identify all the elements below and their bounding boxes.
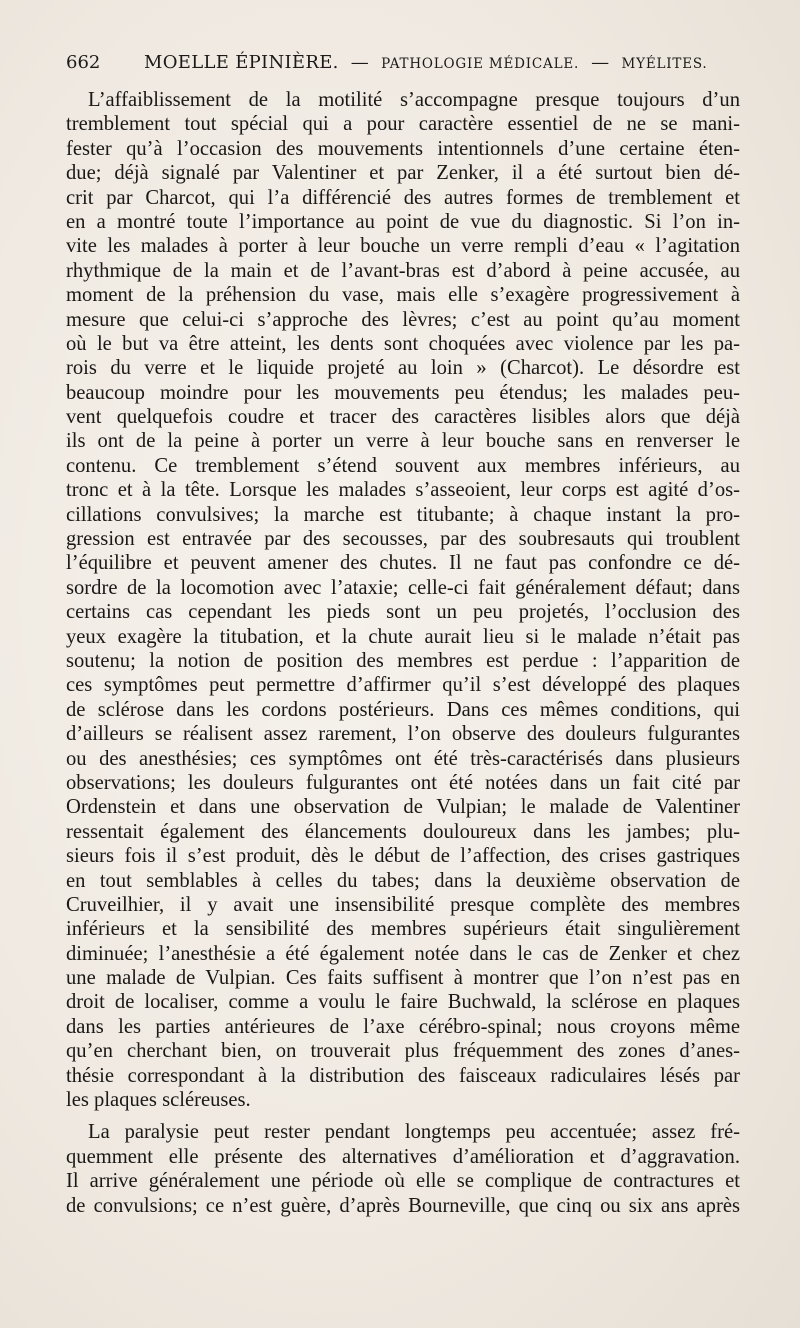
text-line: contenu. Ce tremblement s’étend souvent aux membres inférieurs, au [66, 454, 740, 477]
text-line: gression est entravée par des secousses, par des soubresauts qui troublent [66, 528, 740, 551]
text-line: observations; les douleurs fulgurantes ont été notées dans un fait cité par [66, 771, 740, 794]
text-line: où le but va être atteint, les dents sont choquées avec violence par les pa- [66, 332, 740, 355]
running-title [144, 52, 708, 73]
text-line: Ordenstein et dans une observation de Vulpian; le malade de Valentiner [66, 796, 740, 819]
paragraph [66, 88, 740, 1112]
text-line: l’équilibre et peuvent amener des chutes. Il ne faut pas confondre ce dé- [66, 552, 740, 575]
text-line: quemment elle présente des alternatives d’amélioration et d’aggravation. [66, 1145, 740, 1168]
text-line: tronc et à la tête. Lorsque les malades s’asseoient, leur corps est agité d’os- [66, 479, 740, 502]
text-line: crit par Charcot, qui l’a différencié des autres formes de tremblement et [66, 186, 740, 209]
page-number: 662 [66, 52, 101, 73]
text-line: due; déjà signalé par Valentiner et par Zenker, il a été surtout bien dé- [66, 162, 740, 185]
text-line: en tout semblables à celles du tabes; dans la deuxième observation de [66, 869, 740, 892]
running-header [66, 52, 740, 84]
header-section: PATHOLOGIE MÉDICALE. [381, 56, 580, 72]
text-line: droit de localiser, comme a voulu le faire Buchwald, la sclérose en plaques [66, 991, 740, 1014]
text-line: vent quelquefois coudre et tracer des caractères lisibles alors que déjà [66, 406, 740, 429]
text-line: qu’en cherchant bien, on trouverait plus fréquemment des zones d’anes- [66, 1040, 740, 1063]
body-text [66, 88, 740, 1218]
text-line: rhythmique de la main et de l’avant-bras est d’abord à peine accusée, au [66, 259, 740, 282]
text-line: Cruveilhier, il y avait une insensibilité presque complète des membres [66, 893, 740, 916]
text-line: mesure que celui-ci s’approche des lèvres; c’est au point qu’au moment [66, 308, 740, 331]
text-line: inférieurs et la sensibilité des membres supérieurs était singulièrement [66, 918, 740, 941]
text-line: yeux exagère la titubation, et la chute aurait lieu si le malade n’était pas [66, 625, 740, 648]
text-line: ils ont de la peine à porter un verre à leur bouche sans en renverser le [66, 430, 740, 453]
text-line: en a montré toute l’importance au point de vue du diagnostic. Si l’on in- [66, 210, 740, 233]
text-line: certains cas cependant les pieds sont un peu projetés, l’occlusion des [66, 601, 740, 624]
text-line: Il arrive généralement une période où elle se complique de contractures et [66, 1170, 740, 1193]
text-line: cillations convulsives; la marche est titubante; à chaque instant la pro- [66, 503, 740, 526]
text-line: soutenu; la notion de position des membres est perdue : l’apparition de [66, 649, 740, 672]
text-line: ou des anesthésies; ces symptômes ont été très-caractérisés dans plusieurs [66, 747, 740, 770]
text-line: La paralysie peut rester pendant longtemps peu accentuée; assez fré- [88, 1121, 740, 1144]
header-subsection: MYÉLITES. [621, 56, 708, 72]
text-line: fester qu’à l’occasion des mouvements intentionnels d’une certaine éten- [66, 137, 740, 160]
header-separator-1: — [350, 52, 370, 73]
text-line: beaucoup moindre pour les mouvements peu étendus; les malades peu- [66, 381, 740, 404]
text-line: ces symptômes peut permettre d’affirmer qu’il s’est développé des plaques [66, 674, 740, 697]
text-line: les plaques scléreuses. [66, 1089, 251, 1112]
text-line: de sclérose dans les cordons postérieurs. Dans ces mêmes conditions, qui [66, 698, 740, 721]
text-line: d’ailleurs se réalisent assez rarement, l’on observe des douleurs fulgurantes [66, 723, 740, 746]
text-line: une malade de Vulpian. Ces faits suffisent à montrer que l’on n’est pas en [66, 967, 740, 990]
text-line: sieurs fois il s’est produit, dès le début de l’affection, des crises gastriques [66, 845, 740, 868]
text-line: vite les malades à porter à leur bouche un verre rempli d’eau « l’agitation [66, 235, 740, 258]
text-line: diminuée; l’anesthésie a été également notée dans le cas de Zenker et chez [66, 942, 740, 965]
text-line: sordre de la locomotion avec l’ataxie; celle-ci fait généralement défaut; dans [66, 576, 740, 599]
text-line: de convulsions; ce n’est guère, d’après Bourneville, que cinq ou six ans après [66, 1194, 740, 1217]
text-line: L’affaiblissement de la motilité s’accompagne presque toujours d’un [88, 89, 740, 111]
paragraph [66, 1120, 740, 1218]
text-line: rois du verre et le liquide projeté au loin » (Charcot). Le désordre est [66, 357, 740, 380]
text-line: dans les parties antérieures de l’axe cérébro-spinal; nous croyons même [66, 1015, 740, 1038]
header-separator-2: — [591, 52, 610, 73]
text-line: thésie correspondant à la distribution des faisceaux radiculaires lésés par [66, 1064, 740, 1087]
text-line: ressentait également des élancements douloureux dans les jambes; plu- [66, 820, 740, 843]
text-line: tremblement tout spécial qui a pour caractère essentiel de ne se mani- [66, 113, 740, 136]
header-title-main: MOELLE ÉPINIÈRE. [144, 52, 339, 73]
text-line: moment de la préhension du vase, mais elle s’exagère progressivement à [66, 284, 740, 307]
